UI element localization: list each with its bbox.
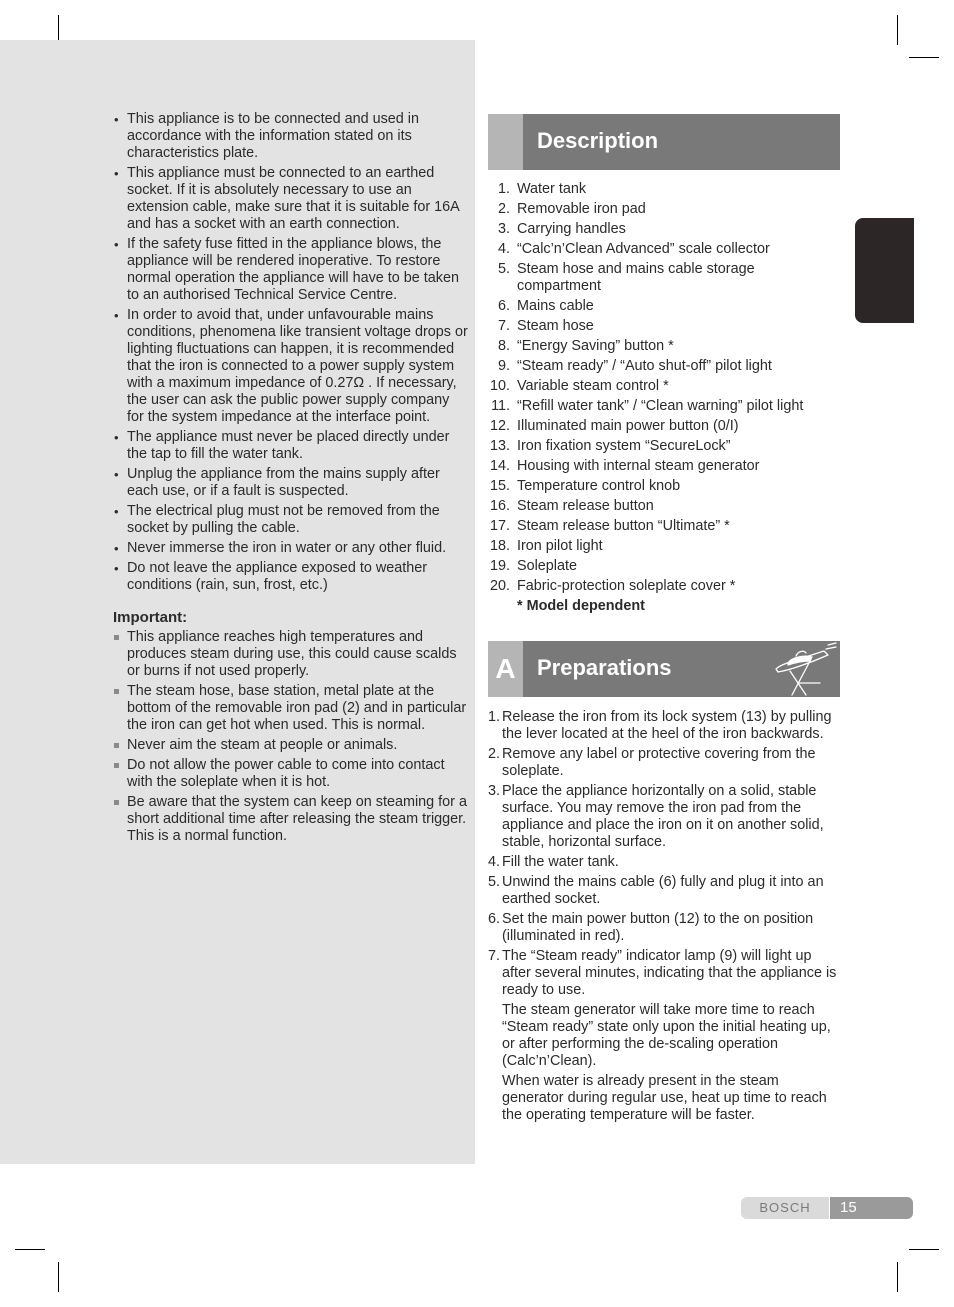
- list-item: 5. Steam hose and mains cable storage compartment: [497, 261, 755, 294]
- crop-mark: [909, 1249, 939, 1250]
- list-item: 19. Soleplate: [489, 558, 578, 574]
- list-item: Be aware that the system can keep on steaming for a short additional time after releasing the steam trigger. This is a normal function.: [113, 794, 468, 845]
- list-item: 1. Water tank: [497, 181, 587, 197]
- list-item: 4. Fill the water tank.: [488, 854, 619, 870]
- important-list: [113, 629, 468, 845]
- list-item: • The electrical plug must not be removed from the socket by pulling the cable.: [113, 503, 468, 537]
- list-item: 10. Variable steam control *: [489, 378, 669, 394]
- preparations-title: Preparations: [537, 655, 672, 680]
- list-item: • Unplug the appliance from the mains supply after each use, or if a fault is suspected.: [113, 466, 468, 500]
- list-item: 2. Removable iron pad: [497, 201, 646, 217]
- list-item: 3. Carrying handles: [497, 221, 626, 237]
- crop-mark: [58, 1262, 59, 1292]
- list-item: 2. Remove any label or protective covering from the soleplate.: [488, 746, 816, 779]
- language-label: ENGLISH: [831, 245, 843, 297]
- list-item: 6. Mains cable: [497, 298, 594, 314]
- description-list: [488, 181, 840, 615]
- ironing-board-icon: [770, 641, 840, 697]
- list-item: 1. Release the iron from its lock system (13) by pulling the lever located at the heel of the iron backwards.: [488, 709, 832, 742]
- page-number: 15: [830, 1197, 913, 1219]
- list-item: • Do not leave the appliance exposed to weather conditions (rain, sun, frost, etc.): [113, 560, 468, 594]
- list-item: Do not allow the power cable to come into contact with the soleplate when it is hot.: [113, 757, 468, 791]
- list-item: 6. Set the main power button (12) to the on position (illuminated in red).: [488, 911, 814, 944]
- list-item: This appliance reaches high temperatures and produces steam during use, this could cause scalds or burns if not used properly.: [113, 629, 468, 680]
- important-heading: Important:: [113, 609, 188, 626]
- list-item: • The appliance must never be placed directly under the tap to fill the water tank.: [113, 429, 468, 463]
- crop-mark: [15, 1249, 45, 1250]
- list-item: 7. The “Steam ready” indicator lamp (9) will light up after several minutes, indicating that the appliance is ready to use. The steam generator will take more time to reach “Steam ready” state only upon the initial heating up, or after performing the de-scaling operation (Calc’n’Clean). When water is already present in the steam generator during regular use, heat up time to reach the operating temperature will be faster.: [488, 948, 837, 1123]
- list-item: 8. “Energy Saving” button *: [497, 338, 674, 354]
- list-item: 16. Steam release button: [489, 498, 654, 514]
- list-item: 5. Unwind the mains cable (6) fully and plug it into an earthed socket.: [488, 874, 824, 907]
- preparations-header: [488, 641, 840, 697]
- footer-brand: BOSCH: [741, 1197, 829, 1219]
- language-tab: [831, 218, 914, 323]
- list-item: • In order to avoid that, under unfavourable mains conditions, phenomena like transient voltage drops or lighting fluctuations can happen, it is recommended that the iron is connected to a power supply system with a maximum impedance of 0.27Ω . If necessary, the user can ask the public power supply company for the system impedance at the interface point.: [113, 307, 468, 426]
- list-item: 3. Place the appliance horizontally on a solid, stable surface. You may remove the iron pad from the appliance and place the iron on it on another solid, stable, horizontal surface.: [488, 783, 824, 850]
- list-item: • This appliance is to be connected and used in accordance with the information stated on its characteristics plate.: [113, 111, 468, 162]
- preparations-steps: [488, 709, 840, 1127]
- list-item: 9. “Steam ready” / “Auto shut-off” pilot light: [497, 358, 772, 374]
- list-item: • This appliance must be connected to an earthed socket. If it is absolutely necessary to use an extension cable, make sure that it is suitable for 16A and has a socket with an earth connection.: [113, 165, 468, 233]
- description-title: Description: [537, 128, 659, 153]
- list-item: 14. Housing with internal steam generator: [489, 458, 760, 474]
- list-item: 11. “Refill water tank” / “Clean warning” pilot light: [491, 398, 804, 414]
- crop-mark: [897, 15, 898, 45]
- list-item: The steam hose, base station, metal plate at the bottom of the removable iron pad (2) and in particular the iron can get hot when used. This is normal.: [113, 683, 468, 734]
- list-item: Never aim the steam at people or animals.: [113, 737, 468, 754]
- list-item: 7. Steam hose: [497, 318, 594, 334]
- list-item: 20. Fabric-protection soleplate cover *: [489, 578, 736, 594]
- list-item: 4. “Calc’n’Clean Advanced” scale collector: [497, 241, 770, 257]
- safety-instructions: [113, 111, 468, 848]
- crop-mark: [909, 57, 939, 58]
- list-item: 17. Steam release button “Ultimate” *: [489, 518, 730, 534]
- description-header-tab: [488, 114, 523, 170]
- list-item: 15. Temperature control knob: [489, 478, 681, 494]
- list-item: 13. Iron fixation system “SecureLock”: [489, 438, 731, 454]
- section-letter: A: [488, 641, 523, 697]
- description-header: [488, 114, 840, 170]
- list-item: 18. Iron pilot light: [489, 538, 603, 554]
- crop-mark: [897, 1262, 898, 1292]
- list-item: • Never immerse the iron in water or any other fluid.: [113, 540, 468, 557]
- list-item: 12. Illuminated main power button (0/I): [489, 418, 739, 434]
- list-item: • If the safety fuse fitted in the appliance blows, the appliance will be rendered inoperative. To restore normal operation the appliance will have to be taken to an authorised Technical Service Centre.: [113, 236, 468, 304]
- model-dependent-note: * Model dependent: [517, 598, 645, 614]
- safety-bullet-list: [113, 111, 468, 594]
